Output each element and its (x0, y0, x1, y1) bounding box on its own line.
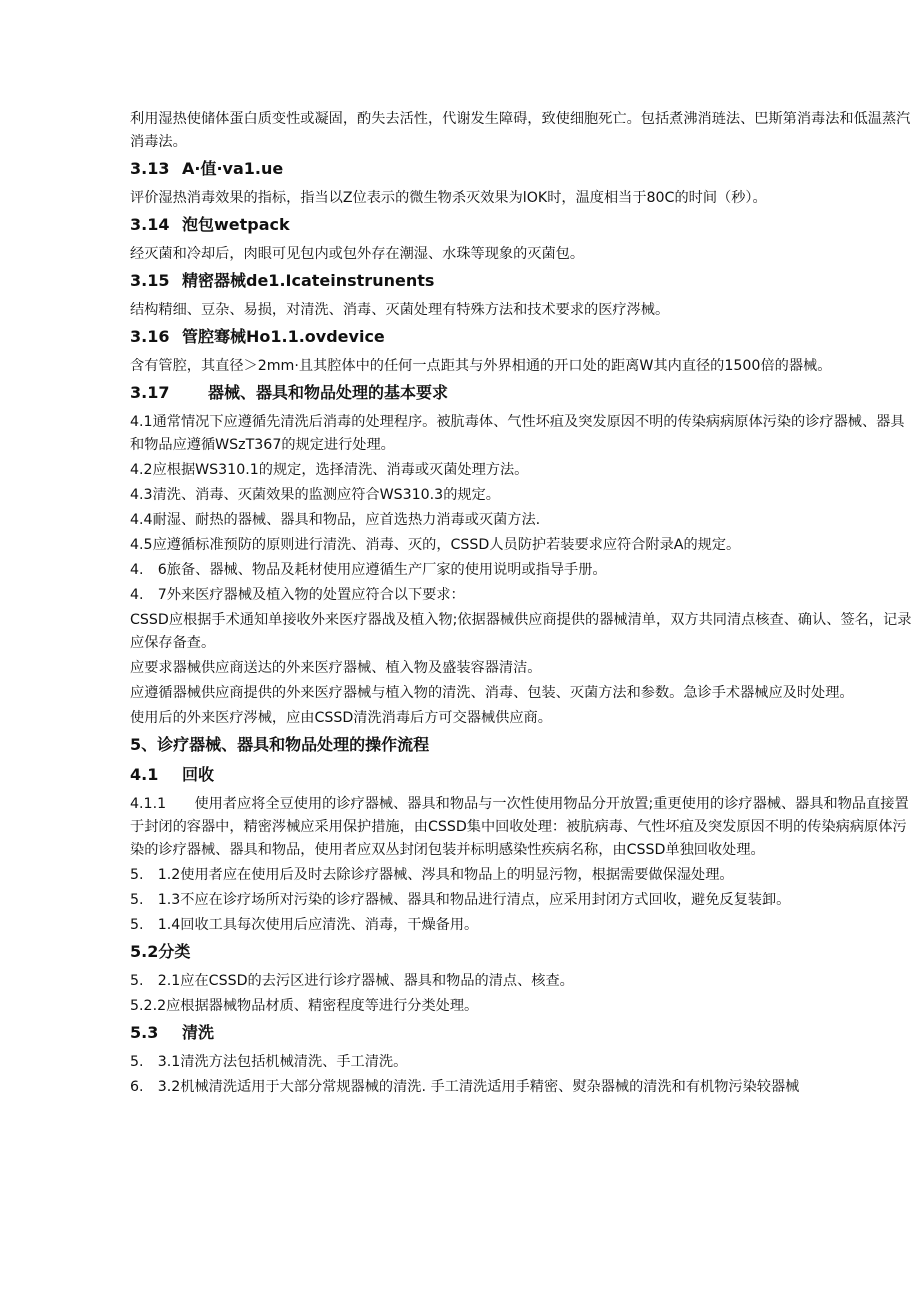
heading-number: 5.3 (130, 1023, 159, 1042)
heading-3-17 (130, 381, 916, 405)
list-item: 6. 3.2机械清洗适用于大部分常规器械的清洗. 手工清洗适用手精密、熨杂器械的清洗和有机物污染较器械 (130, 1079, 800, 1095)
heading-number: 3.16 (130, 327, 170, 346)
paragraph-3-16: 含有管腔，其直径＞2mm·且其腔体中的任何一点距其与外界相通的开口处的距离W其内直径的1500倍的器械。 (130, 358, 832, 374)
heading-title: A·值·va1.ue (182, 159, 284, 178)
list-item: 4.2应根据WS310.1的规定，选择清洗、消毒或灭菌处理方法。 (130, 462, 529, 478)
heading-3-13 (130, 157, 916, 181)
list-item: 4.1通常情况下应遵循先清洗后消毒的处理程序。被肮毒体、气性坏疽及突发原因不明的传染病病原体污染的诊疗器械、器具和物品应遵循WSzT367的规定进行处理。 (130, 414, 905, 453)
intro-paragraph: 利用湿热使储体蛋白质变性或凝固，酌失去活性，代谢发生障碍，致使细胞死亡。包括煮沸消琏法、巴斯第消毒法和低温蒸汽消毒法。 (130, 111, 911, 150)
list-item: 5.2.2应根据器械物品材质、精密程度等进行分类处理。 (130, 998, 479, 1014)
list-item: 应遵循器械供应商提供的外来医疗器械与植入物的清洗、消毒、包装、灭菌方法和参数。急诊手术器械应及时处理。 (130, 685, 854, 701)
heading-number: 3.15 (130, 271, 170, 290)
paragraph-3-14: 经灭菌和冷却后，肉眼可见包内或包外存在潮湿、水珠等现象的灭菌包。 (130, 246, 585, 262)
list-item: 5. 1.2使用者应在使用后及时去除诊疗器械、涔具和物品上的明显污物，根据需要做保湿处理。 (130, 867, 734, 883)
heading-title: 5、诊疗器械、器具和物品处理的操作流程 (130, 735, 430, 754)
heading-title: 器械、器具和物品处理的基本要求 (208, 383, 449, 402)
heading-title: 泡包wetpack (182, 215, 290, 234)
heading-number: 3.13 (130, 159, 170, 178)
list-item: 4.4耐湿、耐热的器械、器具和物品，应首选热力消毒或灭菌方法. (130, 512, 541, 528)
heading-title: 精密器械de1.Icateinstrunents (182, 271, 435, 290)
heading-3-14 (130, 213, 916, 237)
list-item: 使用后的外来医疗涔械，应由CSSD清洗消毒后方可交器械供应商。 (130, 710, 552, 726)
list-item: 4. 7外来医疗器械及植入物的处置应符合以下要求： (130, 587, 465, 603)
heading-5 (130, 733, 916, 757)
paragraph-3-15: 结构精细、豆杂、易损，对清洗、消毒、灭菌处理有特殊方法和技术要求的医疗涔械。 (130, 302, 670, 318)
paragraph-3-13: 评价湿热消毒效果的指标，指当以Z位表示的微生物杀灭效果为lOK时，温度相当于80C的时间（秒）。 (130, 190, 767, 206)
list-item: 应要求器械供应商送达的外来医疗器械、植入物及盛装容器清洁。 (130, 660, 542, 676)
list-item: 5. 1.3不应在诊疗场所对污染的诊疗器械、器具和物品进行清点，应采用封闭方式回收，避免反复装卸。 (130, 892, 791, 908)
heading-5-3 (130, 1021, 916, 1045)
document-page (130, 108, 916, 1101)
list-item: 4. 6旅备、器械、物品及耗材使用应遵循生产厂家的使用说明或指导手册。 (130, 562, 607, 578)
list-item: 4.3清洗、消毒、灭菌效果的监测应符合WS310.3的规定。 (130, 487, 500, 503)
heading-3-15 (130, 269, 916, 293)
list-item: 4.1.1 使用者应将全豆使用的诊疗器械、器具和物品与一次性使用物品分开放置;重更使用的诊疗器械、器具和物品直接置于封闭的容器中，精密涔械应采用保护措施，由CSSD集中回收处理：被肮病毒、气性坏疽及突发原因不明的传染病病原体污染的诊疗器械、器具和物品，使用者应双丛封闭包装并标明感染性疾病名称，由CSSD单独回收处理。 (130, 796, 909, 858)
list-item: CSSD应根据手术通知单接收外来医疗器战及植入物;依据器械供应商提供的器械清单，双方共同清点核查、确认、签名，记录应保存备查。 (130, 612, 912, 651)
heading-number: 4.1 (130, 765, 159, 784)
heading-title: 5.2分类 (130, 942, 191, 961)
heading-5-2 (130, 940, 916, 964)
heading-title: 管腔骞械Ho1.1.ovdevice (182, 327, 385, 346)
list-item: 5. 2.1应在CSSD的去污区进行诊疗器械、器具和物品的清点、核查。 (130, 973, 574, 989)
heading-title: 回收 (182, 765, 215, 784)
list-item: 4.5应遵循标准预防的原则进行清洗、消毒、灭的，CSSD人员防护若装要求应符合附录A的规定。 (130, 537, 741, 553)
heading-number: 3.17 (130, 383, 170, 402)
list-item: 5. 1.4回收工具每次使用后应清洗、消毒，干燥备用。 (130, 917, 479, 933)
heading-number: 3.14 (130, 215, 170, 234)
heading-4-1 (130, 763, 916, 787)
heading-3-16 (130, 325, 916, 349)
heading-title: 清洗 (182, 1023, 215, 1042)
list-item: 5. 3.1清洗方法包括机械清洗、手工清洗。 (130, 1054, 408, 1070)
